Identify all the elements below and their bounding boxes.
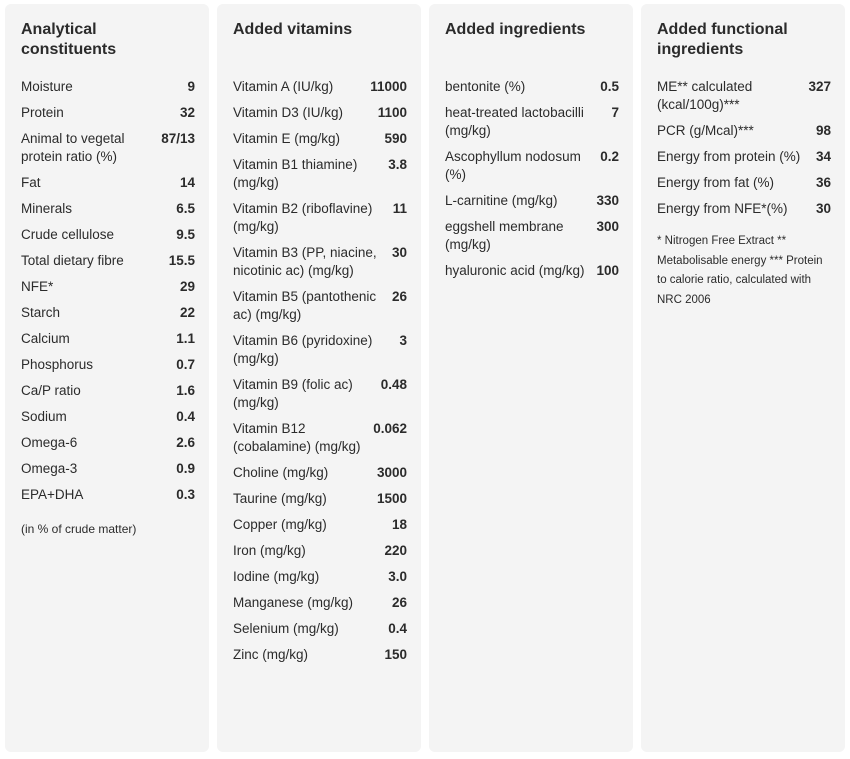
units-note: (in % of crude matter) bbox=[21, 522, 137, 536]
row-label: Energy from protein (%) bbox=[657, 149, 801, 164]
table-row bbox=[233, 594, 407, 612]
table-row bbox=[233, 420, 407, 456]
row-value: 9 bbox=[187, 79, 195, 94]
row-label: Energy from fat (%) bbox=[657, 175, 775, 190]
row-label: Vitamin A (IU/kg) bbox=[233, 79, 334, 94]
table-row bbox=[233, 620, 407, 638]
row-label: Phosphorus bbox=[21, 357, 94, 372]
row-label: Sodium bbox=[21, 409, 67, 424]
table-row bbox=[657, 200, 831, 218]
analytical-rows bbox=[21, 78, 195, 504]
row-label: Selenium (mg/kg) bbox=[233, 621, 339, 636]
row-value: 11 bbox=[392, 201, 407, 216]
analytical-constituents-panel bbox=[5, 4, 209, 752]
row-value: 87/13 bbox=[161, 131, 195, 146]
table-row bbox=[657, 122, 831, 140]
row-value: 327 bbox=[808, 79, 831, 94]
row-value: 7 bbox=[611, 105, 619, 120]
row-value: 3.0 bbox=[388, 569, 407, 584]
table-row bbox=[233, 332, 407, 368]
row-label: heat-treated lactobacilli (mg/kg) bbox=[445, 105, 584, 138]
row-value: 0.7 bbox=[176, 357, 195, 372]
table-row bbox=[21, 104, 195, 122]
row-label: L-carnitine (mg/kg) bbox=[445, 193, 558, 208]
row-label: Manganese (mg/kg) bbox=[233, 595, 354, 610]
table-row bbox=[445, 78, 619, 96]
row-value: 11000 bbox=[370, 79, 407, 94]
row-label: Ascophyllum nodosum (%) bbox=[445, 149, 581, 182]
row-label: EPA+DHA bbox=[21, 487, 84, 502]
row-value: 150 bbox=[384, 647, 407, 662]
row-label: NFE* bbox=[21, 279, 54, 294]
table-row bbox=[233, 646, 407, 664]
row-label: Calcium bbox=[21, 331, 70, 346]
added-ingredients-panel bbox=[429, 4, 633, 752]
row-label: Iodine (mg/kg) bbox=[233, 569, 320, 584]
table-row bbox=[21, 460, 195, 478]
table-row bbox=[233, 464, 407, 482]
row-value: 2.6 bbox=[176, 435, 195, 450]
table-row bbox=[21, 434, 195, 452]
row-value: 15.5 bbox=[168, 253, 195, 268]
row-value: 30 bbox=[391, 245, 407, 260]
row-label: Energy from NFE*(%) bbox=[657, 201, 788, 216]
table-row bbox=[233, 156, 407, 192]
table-row bbox=[233, 78, 407, 96]
row-label: Omega-6 bbox=[21, 435, 78, 450]
row-value: 1.6 bbox=[176, 383, 195, 398]
row-label: Vitamin E (mg/kg) bbox=[233, 131, 341, 146]
row-value: 34 bbox=[815, 149, 831, 164]
row-value: 26 bbox=[391, 595, 407, 610]
row-value: 330 bbox=[596, 193, 619, 208]
row-value: 300 bbox=[596, 219, 619, 234]
row-value: 1.1 bbox=[176, 331, 195, 346]
row-label: Animal to vegetal protein ratio (%) bbox=[21, 131, 125, 164]
row-label: Crude cellulose bbox=[21, 227, 115, 242]
row-label: Taurine (mg/kg) bbox=[233, 491, 327, 506]
table-row bbox=[233, 244, 407, 280]
row-value: 0.48 bbox=[380, 377, 407, 392]
row-value: 98 bbox=[815, 123, 831, 138]
row-value: 32 bbox=[179, 105, 195, 120]
table-row bbox=[21, 278, 195, 296]
row-label: Vitamin D3 (IU/kg) bbox=[233, 105, 344, 120]
table-row bbox=[445, 218, 619, 254]
row-value: 3 bbox=[399, 333, 407, 348]
row-label: Choline (mg/kg) bbox=[233, 465, 329, 480]
table-row bbox=[445, 148, 619, 184]
table-row bbox=[233, 200, 407, 236]
row-value: 9.5 bbox=[176, 227, 195, 242]
panel-title: Added ingredients bbox=[445, 21, 586, 38]
row-label: Copper (mg/kg) bbox=[233, 517, 327, 532]
row-value: 0.3 bbox=[176, 487, 195, 502]
row-label: eggshell membrane (mg/kg) bbox=[445, 219, 564, 252]
row-label: Protein bbox=[21, 105, 64, 120]
row-value: 30 bbox=[815, 201, 831, 216]
row-value: 220 bbox=[384, 543, 407, 558]
added-vitamins-panel bbox=[217, 4, 421, 752]
table-row bbox=[21, 130, 195, 166]
panel-title: Analytical constituents bbox=[21, 21, 117, 58]
table-row bbox=[233, 288, 407, 324]
row-value: 18 bbox=[391, 517, 407, 532]
ingredients-rows bbox=[445, 78, 619, 280]
row-label: Starch bbox=[21, 305, 61, 320]
row-label: Vitamin B6 (pyridoxine) (mg/kg) bbox=[233, 333, 373, 366]
row-label: PCR (g/Mcal)*** bbox=[657, 123, 754, 138]
vitamins-rows bbox=[233, 78, 407, 664]
row-value: 1500 bbox=[376, 491, 407, 506]
table-row bbox=[233, 376, 407, 412]
table-row bbox=[233, 490, 407, 508]
panel-title: Added functional ingredients bbox=[657, 21, 788, 58]
table-row bbox=[21, 356, 195, 374]
row-value: 1100 bbox=[377, 105, 407, 120]
row-label: Fat bbox=[21, 175, 41, 190]
table-row bbox=[21, 78, 195, 96]
row-value: 590 bbox=[384, 131, 407, 146]
table-row bbox=[657, 78, 831, 114]
row-label: Moisture bbox=[21, 79, 73, 94]
row-label: Vitamin B5 (pantothenic ac) (mg/kg) bbox=[233, 289, 377, 322]
table-row bbox=[445, 192, 619, 210]
row-value: 29 bbox=[179, 279, 195, 294]
table-row bbox=[21, 304, 195, 322]
row-label: hyaluronic acid (mg/kg) bbox=[445, 263, 585, 278]
row-label: Minerals bbox=[21, 201, 73, 216]
added-functional-ingredients-panel bbox=[641, 4, 845, 752]
row-label: Total dietary fibre bbox=[21, 253, 124, 268]
row-value: 0.4 bbox=[388, 621, 407, 636]
row-value: 36 bbox=[815, 175, 831, 190]
table-row bbox=[657, 148, 831, 166]
row-value: 14 bbox=[179, 175, 195, 190]
row-label: bentonite (%) bbox=[445, 79, 526, 94]
table-row bbox=[21, 174, 195, 192]
row-label: Ca/P ratio bbox=[21, 383, 81, 398]
row-label: Iron (mg/kg) bbox=[233, 543, 306, 558]
row-label: Vitamin B2 (riboflavine) (mg/kg) bbox=[233, 201, 373, 234]
table-row bbox=[445, 262, 619, 280]
row-value: 0.4 bbox=[176, 409, 195, 424]
row-value: 0.062 bbox=[373, 421, 407, 436]
row-label: Vitamin B1 thiamine) (mg/kg) bbox=[233, 157, 358, 190]
row-value: 3.8 bbox=[388, 157, 407, 172]
row-value: 26 bbox=[391, 289, 407, 304]
table-row bbox=[21, 486, 195, 504]
footnote: * Nitrogen Free Extract ** Metabolisable energy *** Protein to calorie ratio, calculated with NRC 2006 bbox=[657, 235, 823, 306]
table-row bbox=[21, 226, 195, 244]
row-value: 0.9 bbox=[176, 461, 195, 476]
table-row bbox=[21, 200, 195, 218]
row-value: 100 bbox=[596, 263, 619, 278]
table-row bbox=[21, 382, 195, 400]
row-value: 6.5 bbox=[176, 201, 195, 216]
row-label: Vitamin B9 (folic ac) (mg/kg) bbox=[233, 377, 353, 410]
row-label: ME** calculated (kcal/100g)*** bbox=[657, 79, 753, 112]
table-row bbox=[233, 568, 407, 586]
row-value: 0.5 bbox=[600, 79, 619, 94]
table-row bbox=[233, 104, 407, 122]
row-label: Omega-3 bbox=[21, 461, 78, 476]
table-row bbox=[233, 516, 407, 534]
row-value: 0.2 bbox=[600, 149, 619, 164]
table-row bbox=[657, 174, 831, 192]
row-label: Zinc (mg/kg) bbox=[233, 647, 309, 662]
row-label: Vitamin B3 (PP, niacine, nicotinic ac) (mg/kg) bbox=[233, 245, 377, 278]
functional-rows bbox=[657, 78, 831, 218]
row-value: 22 bbox=[179, 305, 195, 320]
row-label: Vitamin B12 (cobalamine) (mg/kg) bbox=[233, 421, 361, 454]
table-row bbox=[21, 408, 195, 426]
table-row bbox=[233, 130, 407, 148]
table-row bbox=[21, 252, 195, 270]
table-row bbox=[233, 542, 407, 560]
table-row bbox=[21, 330, 195, 348]
table-row bbox=[445, 104, 619, 140]
row-value: 3000 bbox=[376, 465, 407, 480]
panel-title: Added vitamins bbox=[233, 21, 353, 38]
